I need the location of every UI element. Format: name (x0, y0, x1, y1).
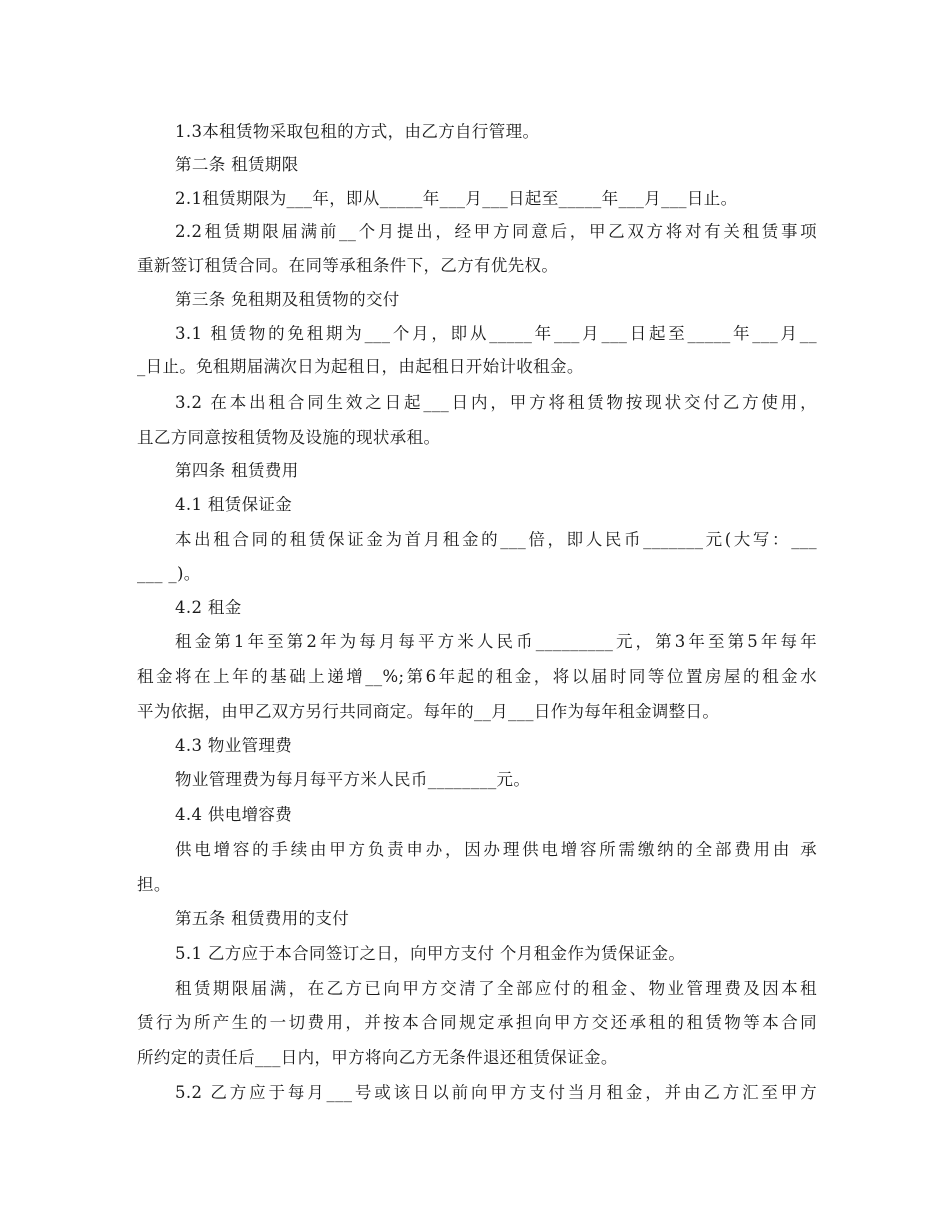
section-heading: 4.4 供电增容费 (175, 805, 293, 824)
paragraph-line: 3.1 租赁物的免租期为___个月，即从_____年___月___日起至_____年___月__ (175, 324, 817, 343)
paragraph-line: 平为依据，由甲乙双方另行共同商定。每年的__月___日作为每年租金调整日。 (137, 702, 720, 721)
section-heading: 4.1 租赁保证金 (175, 495, 293, 514)
paragraph-line: 且乙方同意按租赁物及设施的现状承租。 (137, 428, 441, 447)
paragraph-line: 租金第1年至第2年为每月每平方米人民币_________元，第3年至第5年每年 (175, 632, 817, 651)
paragraph-line: 租赁期限届满，在乙方已向甲方交清了全部应付的租金、物业管理费及因本租 (175, 979, 817, 998)
paragraph-line: 5.1 乙方应于本合同签订之日，向甲方支付 个月租金作为赁保证金。 (175, 944, 686, 963)
paragraph-line: 租金将在上年的基础上递增__%;第6年起的租金，将以届时同等位置房屋的租金水 (137, 667, 817, 686)
paragraph-line: 2.2租赁期限届满前__个月提出，经甲方同意后，甲乙双方将对有关租赁事项 (175, 222, 817, 241)
paragraph-line: 本出租合同的租赁保证金为首月租金的___倍，即人民币_______元(大写：___ (175, 530, 817, 549)
article-heading: 第四条 租赁费用 (175, 461, 299, 480)
paragraph-line: ___ _)。 (137, 564, 201, 583)
section-heading: 4.3 物业管理费 (175, 736, 293, 755)
article-heading: 第二条 租赁期限 (175, 155, 299, 174)
paragraph-line: 2.1租赁期限为___年，即从_____年___月___日起至_____年___月___日止。 (175, 189, 738, 208)
article-heading: 第三条 免租期及租赁物的交付 (175, 290, 400, 309)
paragraph-line: _日止。免租期届满次日为起租日，由起租日开始计收租金。 (137, 357, 584, 376)
paragraph-line: 1.3本租赁物采取包租的方式，由乙方自行管理。 (175, 122, 540, 141)
paragraph-line: 物业管理费为每月每平方米人民币________元。 (175, 770, 531, 789)
paragraph-line: 担。 (137, 875, 171, 894)
paragraph-line: 赁行为所产生的一切费用，并按本合同规定承担向甲方交还承租的租赁物等本合同 (137, 1013, 817, 1032)
paragraph-line: 3.2 在本出租合同生效之日起___日内，甲方将租赁物按现状交付乙方使用， (175, 393, 817, 412)
paragraph-line: 供电增容的手续由甲方负责申办，因办理供电增容所需缴纳的全部费用由 承 (175, 840, 817, 859)
paragraph-line: 所约定的责任后___日内，甲方将向乙方无条件退还租赁保证金。 (137, 1048, 618, 1067)
paragraph-line: 重新签订租赁合同。在同等承租条件下，乙方有优先权。 (137, 256, 559, 275)
paragraph-line: 5.2 乙方应于每月___号或该日以前向甲方支付当月租金，并由乙方汇至甲方 (175, 1083, 817, 1102)
article-heading: 第五条 租赁费用的支付 (175, 909, 350, 928)
section-heading: 4.2 租金 (175, 598, 242, 617)
